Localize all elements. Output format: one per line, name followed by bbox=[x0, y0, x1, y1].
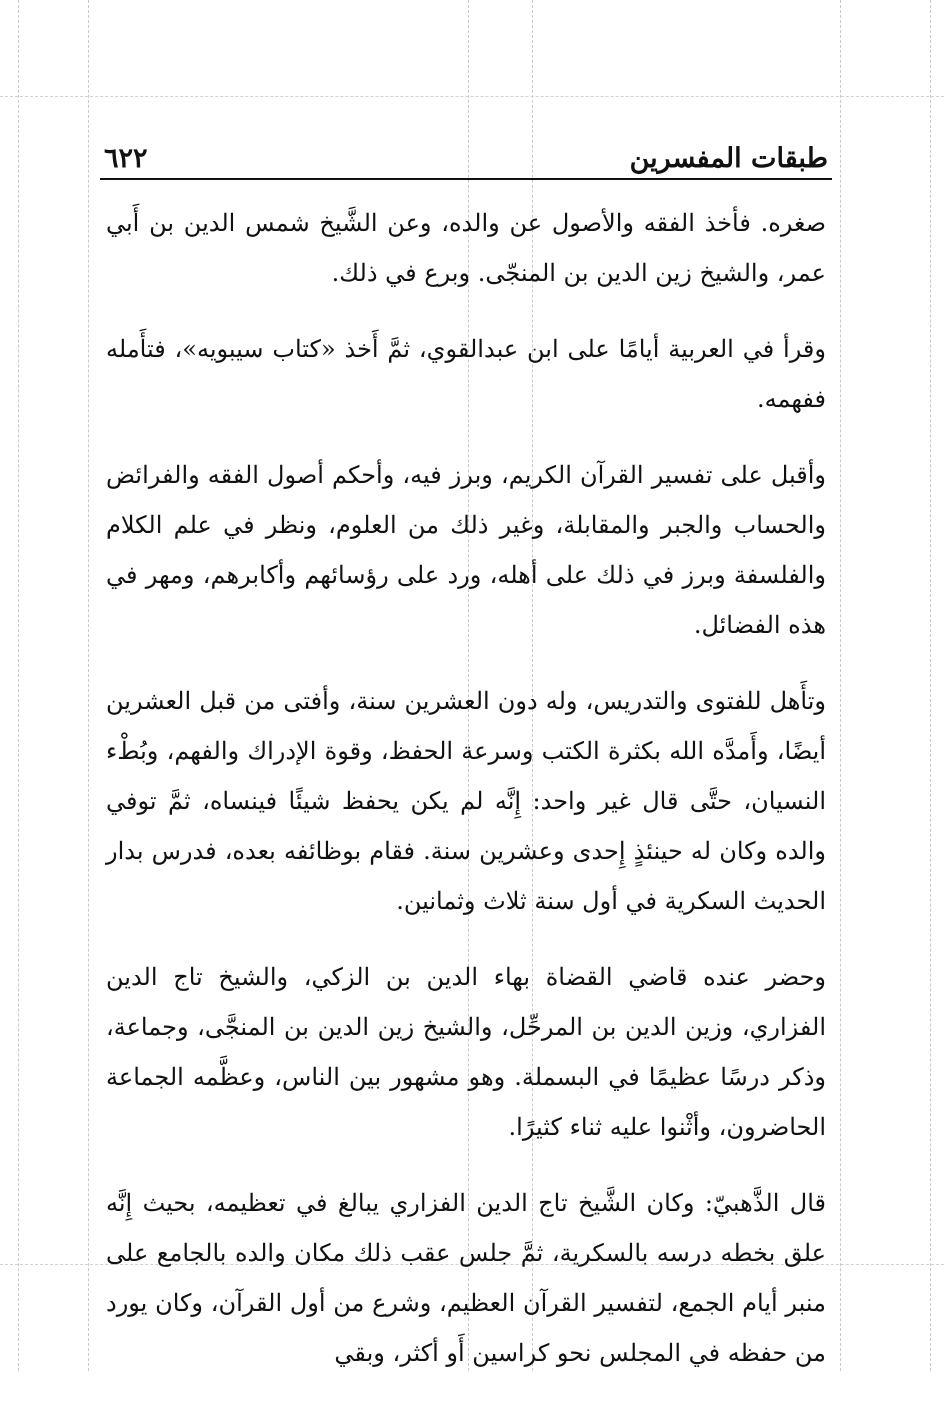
guide-line bbox=[0, 96, 944, 97]
paragraph: وتأَهل للفتوى والتدريس، وله دون العشرين سنة، وأفتى من قبل العشرين أيضًا، وأَمدَّه الله بكثرة الكتب وسرعة الحفظ، وقوة الإدراك والفهم، وبُطْء النسيان، حتَّى قال غير واحد: إِنَّه لم يكن يحفظ شيئًا فينساه، ثمَّ توفي والده وكان له حينئذٍ إِحدى وعشرين سنة. فقام بوظائفه بعده، فدرس بدار الحديث السكرية في أول سنة ثلاث وثمانين. bbox=[106, 687, 827, 915]
header-rule bbox=[100, 178, 832, 180]
book-page bbox=[100, 130, 832, 1404]
guide-line bbox=[18, 0, 19, 1371]
guide-line bbox=[930, 0, 931, 1371]
guide-line bbox=[88, 0, 89, 1371]
page-header bbox=[100, 130, 832, 178]
paragraph: وقرأ في العربية أيامًا على ابن عبدالقوي، ثمَّ أَخذ «كتاب سيبويه»، فتأَمله ففهمه. bbox=[106, 335, 826, 413]
paragraph: صغره. فأخذ الفقه والأصول عن والده، وعن الشَّيخ شمس الدين بن أَبي عمر، والشيخ زين الدين بن المنجّى. وبرع في ذلك. bbox=[106, 209, 826, 287]
paragraph: وحضر عنده قاضي القضاة بهاء الدين بن الزكي، والشيخ تاج الدين الفزاري، وزين الدين بن المرحِّل، والشيخ زين الدين بن المنجَّى، وجماعة، وذكر درسًا عظيمًا في البسملة. وهو مشهور بين الناس، وعظَّمه الجماعة الحاضرون، وأثْنوا عليه ثناء كثيرًا. bbox=[106, 963, 826, 1141]
running-title: طبقات المفسرين bbox=[629, 143, 828, 174]
page-number: ٦٢٢ bbox=[104, 143, 148, 174]
paragraph: وأقبل على تفسير القرآن الكريم، وبرز فيه، وأحكم أصول الفقه والفرائض والحساب والجبر والمقابلة، وغير ذلك من العلوم، ونظر في علم الكلام والفلسفة وبرز في ذلك على أهله، ورد على رؤسائهم وأكابرهم، ومهر في هذه الفضائل. bbox=[106, 461, 826, 639]
page-body bbox=[100, 198, 832, 1378]
paragraph: قال الذَّهبيّ: وكان الشَّيخ تاج الدين الفزاري يبالغ في تعظيمه، بحيث إِنَّه علق بخطه درسه بالسكرية، ثمَّ جلس عقب ذلك مكان والده بالجامع على منبر أيام الجمع، لتفسير القرآن العظيم، وشرع من أول القرآن، وكان يورد من حفظه في المجلس نحو كراسين أَو أكثر، وبقي bbox=[106, 1189, 826, 1367]
guide-line bbox=[840, 0, 841, 1371]
